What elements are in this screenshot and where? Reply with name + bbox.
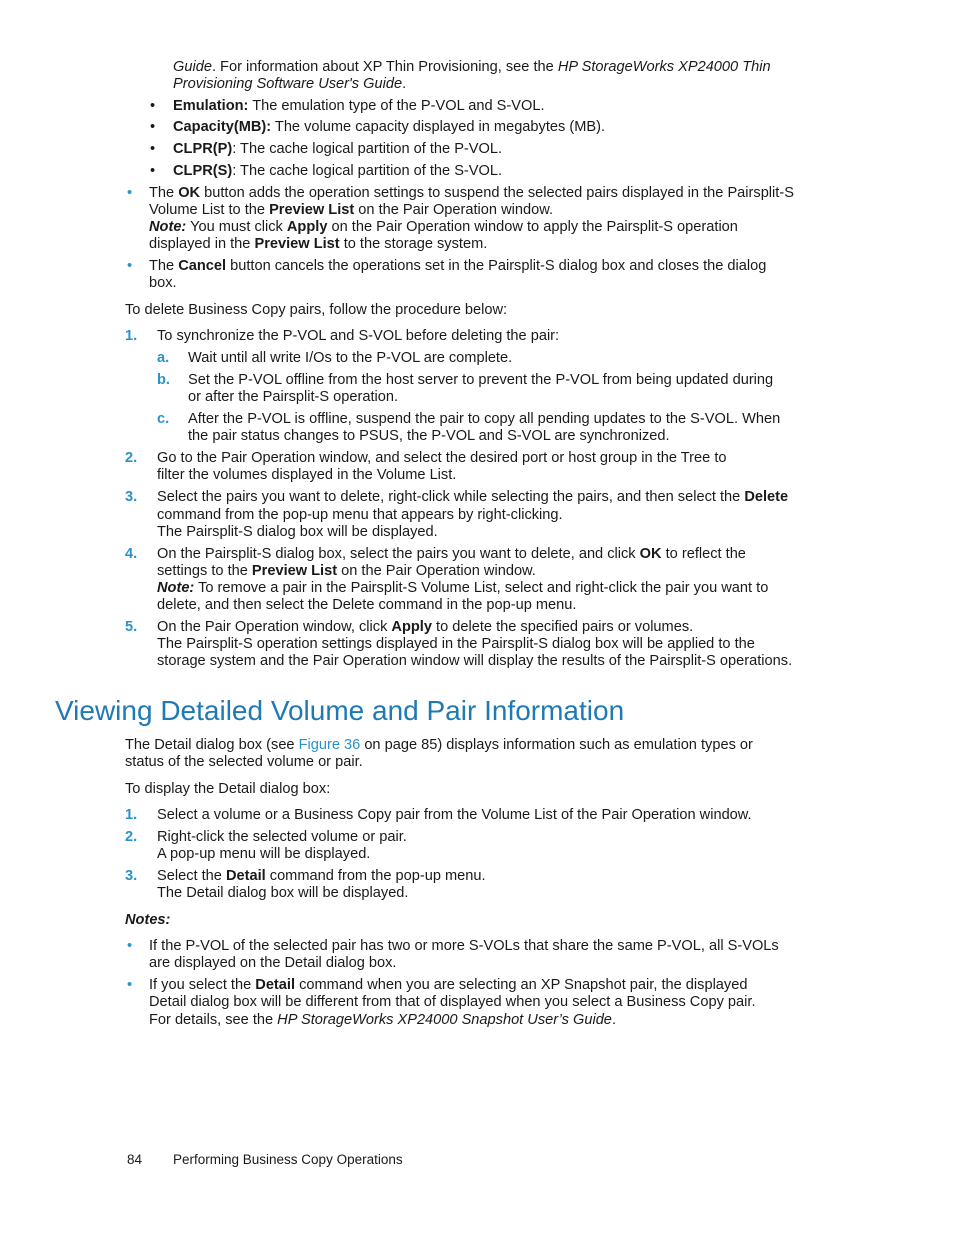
step-number: 3. bbox=[125, 868, 138, 884]
guide-title-italic: HP StorageWorks XP24000 Thin bbox=[557, 59, 771, 75]
note-1-line-1: If the P-VOL of the selected pair has two or more S-VOLs that share the same P-VOL, all S-VOLs bbox=[149, 938, 779, 954]
bullet-dot: • bbox=[150, 141, 156, 157]
step-number: 4. bbox=[125, 546, 138, 562]
bullet-dot: • bbox=[150, 163, 156, 179]
delete-term: Delete bbox=[744, 489, 789, 505]
preview-list-term: Preview List bbox=[269, 202, 355, 218]
notes-label-text: Notes: bbox=[125, 912, 171, 928]
guide-title-italic: Provisioning Software User's Guide bbox=[173, 76, 403, 92]
detail-paragraph-line-1 bbox=[125, 737, 753, 754]
preview-list-term: Preview List bbox=[251, 563, 338, 579]
step-number: 1. bbox=[125, 807, 138, 823]
term: CLPR(P) bbox=[173, 141, 233, 157]
substep-c-line-2: the pair status changes to PSUS, the P-VOL and S-VOL are synchronized. bbox=[188, 428, 670, 444]
step-5-line-3: storage system and the Pair Operation window will display the results of the Pairsplit-S operations. bbox=[157, 653, 793, 669]
text-run: Select the bbox=[157, 868, 226, 884]
cancel-term: Cancel bbox=[178, 258, 227, 274]
text-run: For details, see the bbox=[149, 1012, 278, 1028]
preview-list-term: Preview List bbox=[254, 236, 340, 252]
detail-step-2-line-2: A pop-up menu will be displayed. bbox=[157, 846, 371, 862]
text-run: to reflect the bbox=[661, 546, 746, 562]
detail-term: Detail bbox=[225, 868, 266, 884]
text-run: : The cache logical partition of the P-VOL. bbox=[232, 141, 503, 157]
text-run: The emulation type of the P-VOL and S-VOL. bbox=[248, 98, 545, 114]
text-run: on the Pair Operation window. bbox=[354, 202, 554, 218]
term: Emulation: bbox=[173, 98, 249, 114]
text-run: on page 85) displays information such as emulation types or bbox=[360, 737, 753, 753]
snapshot-guide-title: HP StorageWorks XP24000 Snapshot User’s Guide bbox=[277, 1012, 612, 1028]
guide-italic: Guide bbox=[173, 59, 212, 75]
substep-b-line-2: or after the Pairsplit-S operation. bbox=[188, 389, 399, 405]
cancel-bullet-line-2: box. bbox=[149, 275, 177, 291]
detail-term: Detail bbox=[255, 977, 296, 993]
step-number: 3. bbox=[125, 489, 138, 505]
step-number: 5. bbox=[125, 619, 138, 635]
text-run: The Detail dialog box (see bbox=[125, 737, 299, 753]
text-run: . bbox=[611, 1012, 616, 1028]
note-label: Note: bbox=[157, 580, 195, 596]
step-2-line-2: filter the volumes displayed in the Volume List. bbox=[157, 467, 457, 483]
step-3-line-3: The Pairsplit-S dialog box will be displayed. bbox=[157, 524, 438, 540]
text-run: displayed in the bbox=[149, 236, 255, 252]
step-5-line-1 bbox=[157, 619, 693, 636]
note-1-line-2: are displayed on the Detail dialog box. bbox=[149, 955, 397, 971]
sub-bullet-clpr-s bbox=[173, 163, 502, 180]
step-1-text: To synchronize the P-VOL and S-VOL before deleting the pair: bbox=[157, 328, 560, 344]
text-run: . bbox=[402, 76, 407, 92]
notes-label bbox=[125, 912, 170, 929]
apply-term: Apply bbox=[391, 619, 432, 635]
substep-c-line-1: After the P-VOL is offline, suspend the pair to copy all pending updates to the S-VOL. When bbox=[188, 411, 781, 427]
substep-b-line-1: Set the P-VOL offline from the host server to prevent the P-VOL from being updated during bbox=[188, 372, 774, 388]
ok-bullet-note-line bbox=[149, 219, 738, 236]
note-2-line-1 bbox=[149, 977, 747, 994]
sub-bullet-emulation bbox=[173, 98, 545, 115]
text-run: : The cache logical partition of the S-VOL. bbox=[232, 163, 503, 179]
step-number: 2. bbox=[125, 829, 138, 845]
text-run: To remove a pair in the Pairsplit-S Volume List, select and right-click the pair you want to bbox=[194, 580, 769, 596]
guide-continuation-line-2 bbox=[173, 76, 406, 93]
text-run: The bbox=[149, 185, 179, 201]
figure-36-link[interactable]: Figure 36 bbox=[298, 737, 361, 753]
cancel-bullet-line-1 bbox=[149, 258, 766, 275]
ok-bullet-line-4 bbox=[149, 236, 487, 253]
section-heading: Viewing Detailed Volume and Pair Information bbox=[55, 695, 625, 726]
note-label: Note: bbox=[149, 219, 187, 235]
bullet-dot: • bbox=[150, 98, 156, 114]
text-run: . For information about XP Thin Provisioning, see the bbox=[211, 59, 558, 75]
display-detail-intro: To display the Detail dialog box: bbox=[125, 781, 331, 797]
detail-step-3-line-2: The Detail dialog box will be displayed. bbox=[157, 885, 409, 901]
text-run: You must click bbox=[186, 219, 287, 235]
substep-letter: a. bbox=[157, 350, 170, 366]
step-number: 1. bbox=[125, 328, 138, 344]
text-run: Select the pairs you want to delete, right-click while selecting the pairs, and then select the bbox=[157, 489, 745, 505]
bullet-dot: • bbox=[127, 938, 133, 954]
sub-bullet-capacity bbox=[173, 119, 605, 136]
detail-paragraph-line-2: status of the selected volume or pair. bbox=[125, 754, 363, 770]
substep-letter: b. bbox=[157, 372, 170, 388]
guide-continuation-line-1 bbox=[173, 59, 771, 76]
ok-bullet-line-2 bbox=[149, 202, 553, 219]
detail-step-2-line-1: Right-click the selected volume or pair. bbox=[157, 829, 407, 845]
detail-step-3-line-1 bbox=[157, 868, 486, 885]
step-3-line-1 bbox=[157, 489, 788, 506]
substep-letter: c. bbox=[157, 411, 170, 427]
bullet-dot: • bbox=[127, 977, 133, 993]
text-run: The bbox=[149, 258, 179, 274]
term: CLPR(S) bbox=[173, 163, 233, 179]
step-4-line-1 bbox=[157, 546, 746, 563]
delete-intro-paragraph: To delete Business Copy pairs, follow the procedure below: bbox=[125, 302, 508, 318]
text-run: If you select the bbox=[149, 977, 256, 993]
text-run: button cancels the operations set in the Pairsplit-S dialog box and closes the dialog bbox=[226, 258, 767, 274]
bullet-dot: • bbox=[127, 258, 133, 274]
text-run: settings to the bbox=[157, 563, 252, 579]
note-2-line-2: Detail dialog box will be different from that of displayed when you select a Business Copy pair. bbox=[149, 994, 756, 1010]
step-4-line-2 bbox=[157, 563, 536, 580]
detail-step-1-text: Select a volume or a Business Copy pair from the Volume List of the Pair Operation window. bbox=[157, 807, 752, 823]
bullet-dot: • bbox=[150, 119, 156, 135]
page-number: 84 bbox=[127, 1152, 143, 1167]
step-4-line-4: delete, and then select the Delete command in the pop-up menu. bbox=[157, 597, 577, 613]
text-run: button adds the operation settings to suspend the selected pairs displayed in the Pairsplit-S bbox=[200, 185, 794, 201]
text-run: to delete the specified pairs or volumes. bbox=[431, 619, 694, 635]
text-run: On the Pairsplit-S dialog box, select the pairs you want to delete, and click bbox=[157, 546, 640, 562]
sub-bullet-clpr-p bbox=[173, 141, 502, 158]
ok-bullet-line-1 bbox=[149, 185, 794, 202]
footer-chapter-title: Performing Business Copy Operations bbox=[173, 1152, 403, 1167]
substep-a-text: Wait until all write I/Os to the P-VOL are complete. bbox=[188, 350, 513, 366]
step-2-line-1: Go to the Pair Operation window, and select the desired port or host group in the Tree to bbox=[157, 450, 727, 466]
term: Capacity(MB): bbox=[173, 119, 272, 135]
ok-term: OK bbox=[639, 546, 662, 562]
text-run: on the Pair Operation window to apply the Pairsplit-S operation bbox=[327, 219, 738, 235]
bullet-dot: • bbox=[127, 185, 133, 201]
text-run: command when you are selecting an XP Snapshot pair, the displayed bbox=[295, 977, 748, 993]
step-5-line-2: The Pairsplit-S operation settings displayed in the Pairsplit-S dialog box will be applied to the bbox=[157, 636, 755, 652]
text-run: The volume capacity displayed in megabytes (MB). bbox=[271, 119, 606, 135]
step-number: 2. bbox=[125, 450, 138, 466]
text-run: on the Pair Operation window. bbox=[337, 563, 536, 579]
text-run: On the Pair Operation window, click bbox=[157, 619, 392, 635]
text-run: to the storage system. bbox=[339, 236, 488, 252]
step-4-note-line bbox=[157, 580, 768, 597]
text-run: command from the pop-up menu. bbox=[265, 868, 486, 884]
note-2-line-3 bbox=[149, 1012, 616, 1029]
text-run: Volume List to the bbox=[149, 202, 270, 218]
step-3-line-2: command from the pop-up menu that appears by right-clicking. bbox=[157, 507, 563, 523]
ok-term: OK bbox=[178, 185, 201, 201]
apply-term: Apply bbox=[286, 219, 328, 235]
